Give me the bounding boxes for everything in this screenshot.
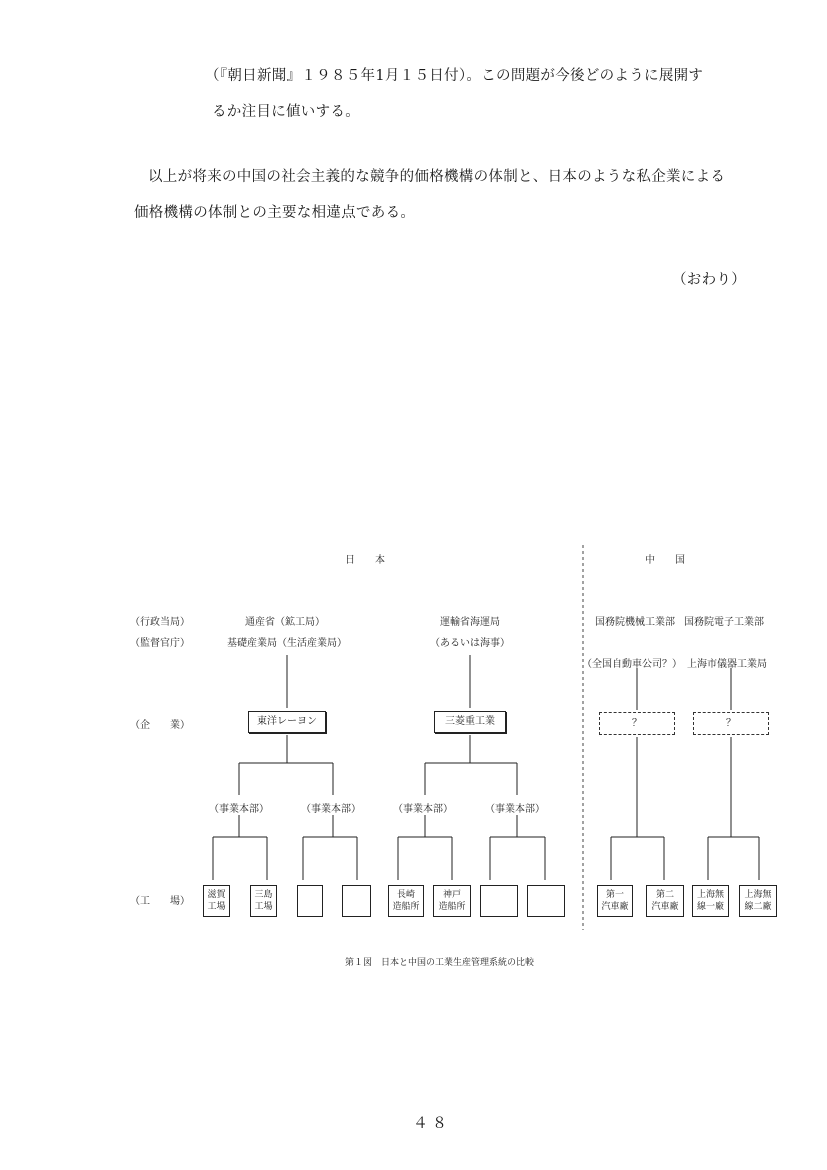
china-right-company-box: ？	[693, 712, 769, 735]
japan-left-factory-2: 三島 工場	[250, 885, 277, 917]
china-right-factory-1: 上海無 線一廠	[692, 885, 729, 917]
china-header: 中 国	[645, 555, 685, 566]
japan-right-supervise: （あるいは海事）	[430, 638, 510, 649]
japan-left-division-b: （事業本部）	[301, 804, 361, 815]
japan-left-factory-1: 滋賀 工場	[203, 885, 230, 917]
japan-left-factory-4	[342, 885, 371, 917]
china-right-supervise: 上海市儀器工業局	[687, 659, 767, 670]
japan-right-company-box: 三菱重工業	[434, 711, 506, 733]
body-text-line-1: （『朝日新聞』１９８５年1月１５日付）。この問題が今後どのように展開す	[205, 68, 704, 84]
china-left-admin: 国務院機械工業部	[595, 617, 675, 628]
japan-right-factory-2: 神戸 造船所	[433, 885, 471, 917]
japan-right-factory-1: 長崎 造船所	[388, 885, 424, 917]
japan-left-admin: 通産省（鉱工局）	[245, 617, 325, 628]
japan-right-factory-4	[527, 885, 565, 917]
figure-caption: 第１図 日本と中国の工業生産管理系統の比較	[345, 958, 535, 968]
row-label-enterprise: （企 業）	[130, 720, 190, 731]
body-text-line-2: るか注目に値いする。	[212, 104, 360, 120]
japan-header: 日 本	[345, 555, 385, 566]
japan-right-factory-3	[480, 885, 518, 917]
page-number: ４８	[413, 1114, 452, 1132]
china-left-factory-2: 第二 汽車廠	[646, 885, 684, 917]
row-label-supervise: （監督官庁）	[130, 638, 190, 649]
china-left-supervise: （全国自動車公司？）	[582, 659, 682, 670]
row-label-factory: （工 場）	[130, 896, 190, 907]
china-left-factory-1: 第一 汽車廠	[597, 885, 633, 917]
row-label-admin: （行政当局）	[130, 617, 190, 628]
body-text-line-4: 価格機構の体制との主要な相違点である。	[134, 205, 416, 221]
japan-left-supervise: 基礎産業局（生活産業局）	[227, 638, 347, 649]
body-text-line-3: 以上が将来の中国の社会主義的な競争的価格機構の体制と、日本のような私企業による	[148, 169, 726, 185]
japan-left-factory-3	[297, 885, 323, 917]
closing-mark: （おわり）	[672, 272, 746, 288]
china-right-admin: 国務院電子工業部	[684, 617, 764, 628]
japan-left-division-a: （事業本部）	[209, 804, 269, 815]
china-right-factory-2: 上海無 線二廠	[739, 885, 777, 917]
japan-right-division-a: （事業本部）	[393, 804, 453, 815]
china-left-company-box: ？	[599, 712, 675, 735]
japan-right-admin: 運輸省海運局	[440, 617, 500, 628]
japan-right-division-b: （事業本部）	[485, 804, 545, 815]
japan-left-company-box: 東洋レーヨン	[248, 711, 326, 733]
